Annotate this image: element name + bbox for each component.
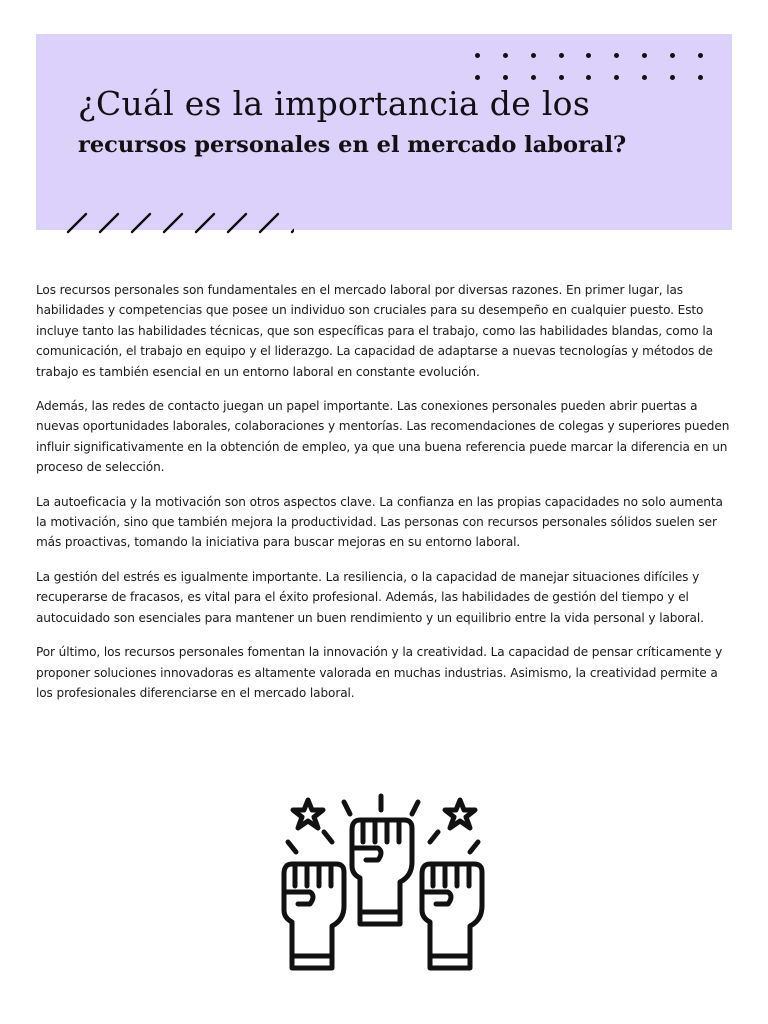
page-subtitle: recursos personales en el mercado laboral? [78, 132, 627, 158]
page-title: ¿Cuál es la importancia de los [78, 84, 591, 123]
paragraph: Además, las redes de contacto juegan un papel importante. Las conexiones personales pueden abrir puertas a nuevas oportunidades laborales, colaboraciones y mentorías. Las recomendaciones de colegas y superiores pueden influir significativamente en la obtención de empleo, ya que una buena referencia puede marcar la diferencia en un proceso de selección. [36, 399, 730, 475]
paragraph: La autoeficacia y la motivación son otros aspectos clave. La confianza en las propias capacidades no solo aumenta la motivación, sino que también mejora la productividad. Las personas con recursos personales sólidos suelen ser más proactivas, tomando la iniciativa para buscar mejoras en su entorno laboral. [36, 494, 723, 550]
raised-fists-icon [278, 790, 490, 976]
dot-pattern-decoration [464, 44, 714, 88]
paragraph: Los recursos personales son fundamentales en el mercado laboral por diversas razones. En primer lugar, las habilidades y competencias que posee un individuo son cruciales para su desempeño en cualquier puesto. Esto incluye tanto las habilidades técnicas, que son específicas para el trabajo, como las habilidades blandas, como la comunicación, el trabajo en equipo y el liderazgo. La capacidad de adaptarse a nuevas tecnologías y métodos de trabajo es también esencial en un entorno laboral en constante evolución. [36, 283, 713, 379]
paragraph: La gestión del estrés es igualmente importante. La resiliencia, o la capacidad de manejar situaciones difíciles y recuperarse de fracasos, es vital para el éxito profesional. Además, las habilidades de gestión del tiempo y el autocuidado son esenciales para mantener un buen rendimiento y un equilibrio entre la vida personal y laboral. [36, 569, 704, 625]
article-body [36, 280, 732, 717]
paragraph: Por último, los recursos personales fomentan la innovación y la creatividad. La capacidad de pensar críticamente y proponer soluciones innovadoras es altamente valorada en muchas industrias. Asimismo, la creatividad permite a los profesionales diferenciarse en el mercado laboral. [36, 645, 723, 700]
title-banner [36, 34, 732, 230]
slash-pattern-decoration [64, 210, 294, 234]
